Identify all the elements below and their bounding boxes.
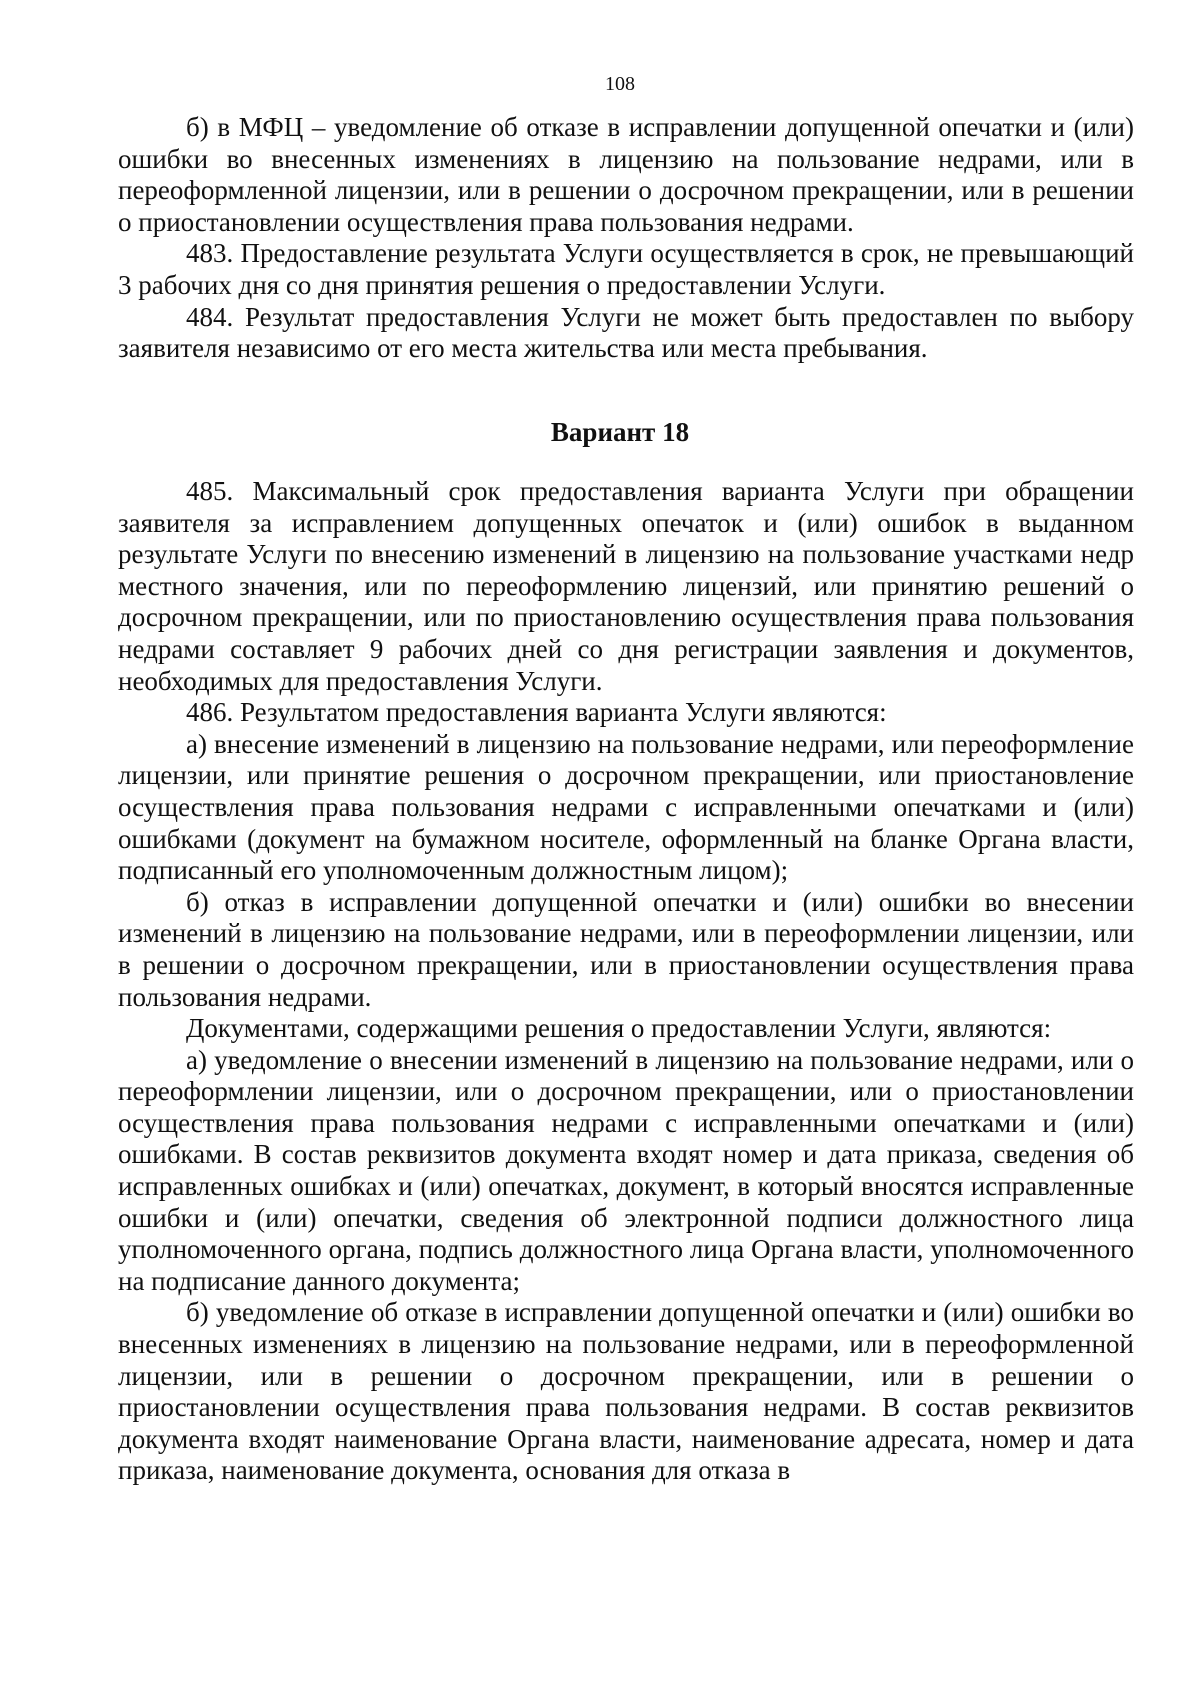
paragraph-documents-intro: Документами, содержащими решения о предоставлении Услуги, являются:	[186, 1013, 1052, 1044]
paragraph-486-b: б) отказ в исправлении допущенной опечатки и (или) ошибки во внесении изменений в лицензию на пользование недрами, или в переоформлении лицензии, или в решении о досрочном прекращении, или в приостановлении осуществления права пользования недрами.	[118, 886, 1134, 1012]
paragraph-484: 484. Результат предоставления Услуги не может быть предоставлен по выбору заявителя независимо от его места жительства или места пребывания.	[118, 301, 1134, 364]
paragraph-483: 483. Предоставление результата Услуги осуществляется в срок, не превышающий 3 рабочих дня со дня принятия решения о предоставлении Услуги.	[118, 238, 1134, 300]
page-number: 108	[605, 73, 635, 95]
paragraph-documents-b: б) уведомление об отказе в исправлении допущенной опечатки и (или) ошибки во внесенных изменениях в лицензию на пользование недрами, или в переоформленной лицензии, или в решении о досрочном прекращении, или в решении о приостановлении осуществления права пользования недрами. В состав реквизитов документа входят наименование Органа власти, наименование адресата, номер и дата приказа, наименование документа, основания для отказа в	[118, 1297, 1134, 1486]
section-heading: Вариант 18	[550, 417, 690, 447]
top-text-block	[118, 112, 1134, 365]
paragraph-485: 485. Максимальный срок предоставления варианта Услуги при обращении заявителя за исправлением допущенных опечаток и (или) ошибок в выданном результате Услуги по внесению изменений в лицензию на пользование участками недр местного значения, или по переоформлению лицензий, или принятию решений о досрочном прекращении, или по приостановлению осуществления права пользования недрами составляет 9 рабочих дней со дня регистрации заявления и документов, необходимых для предоставления Услуги.	[118, 476, 1134, 696]
paragraph-documents-a: а) уведомление о внесении изменений в лицензию на пользование недрами, или о переоформлении лицензии, или о досрочном прекращении, или о приостановлении осуществления права пользования недрами с исправленными опечатками и (или) ошибками. В состав реквизитов документа входят номер и дата приказа, сведения об исправленных ошибках и (или) опечатках, документ, в который вносятся исправленные ошибки и (или) опечатки, сведения об электронной подписи должностного лица уполномоченного органа, подпись должностного лица Органа власти, уполномоченного на подписание данного документа;	[118, 1044, 1134, 1296]
paragraph-486-a: а) внесение изменений в лицензию на пользование недрами, или переоформление лицензии, или принятие решения о досрочном прекращении, или приостановление осуществления права пользования недрами с исправленными опечатками и (или) ошибками (документ на бумажном носителе, оформленный на бланке Органа власти, подписанный его уполномоченным должностным лицом);	[118, 728, 1134, 886]
paragraph-b-mfc: б) в МФЦ – уведомление об отказе в исправлении допущенной опечатки и (или) ошибки во внесенных изменениях в лицензию на пользование недрами, или в переоформленной лицензии, или в решении о досрочном прекращении, или в решении о приостановлении осуществления права пользования недрами.	[118, 112, 1134, 237]
paragraph-486: 486. Результатом предоставления варианта Услуги являются:	[186, 697, 887, 728]
main-text-block	[118, 476, 1134, 1487]
